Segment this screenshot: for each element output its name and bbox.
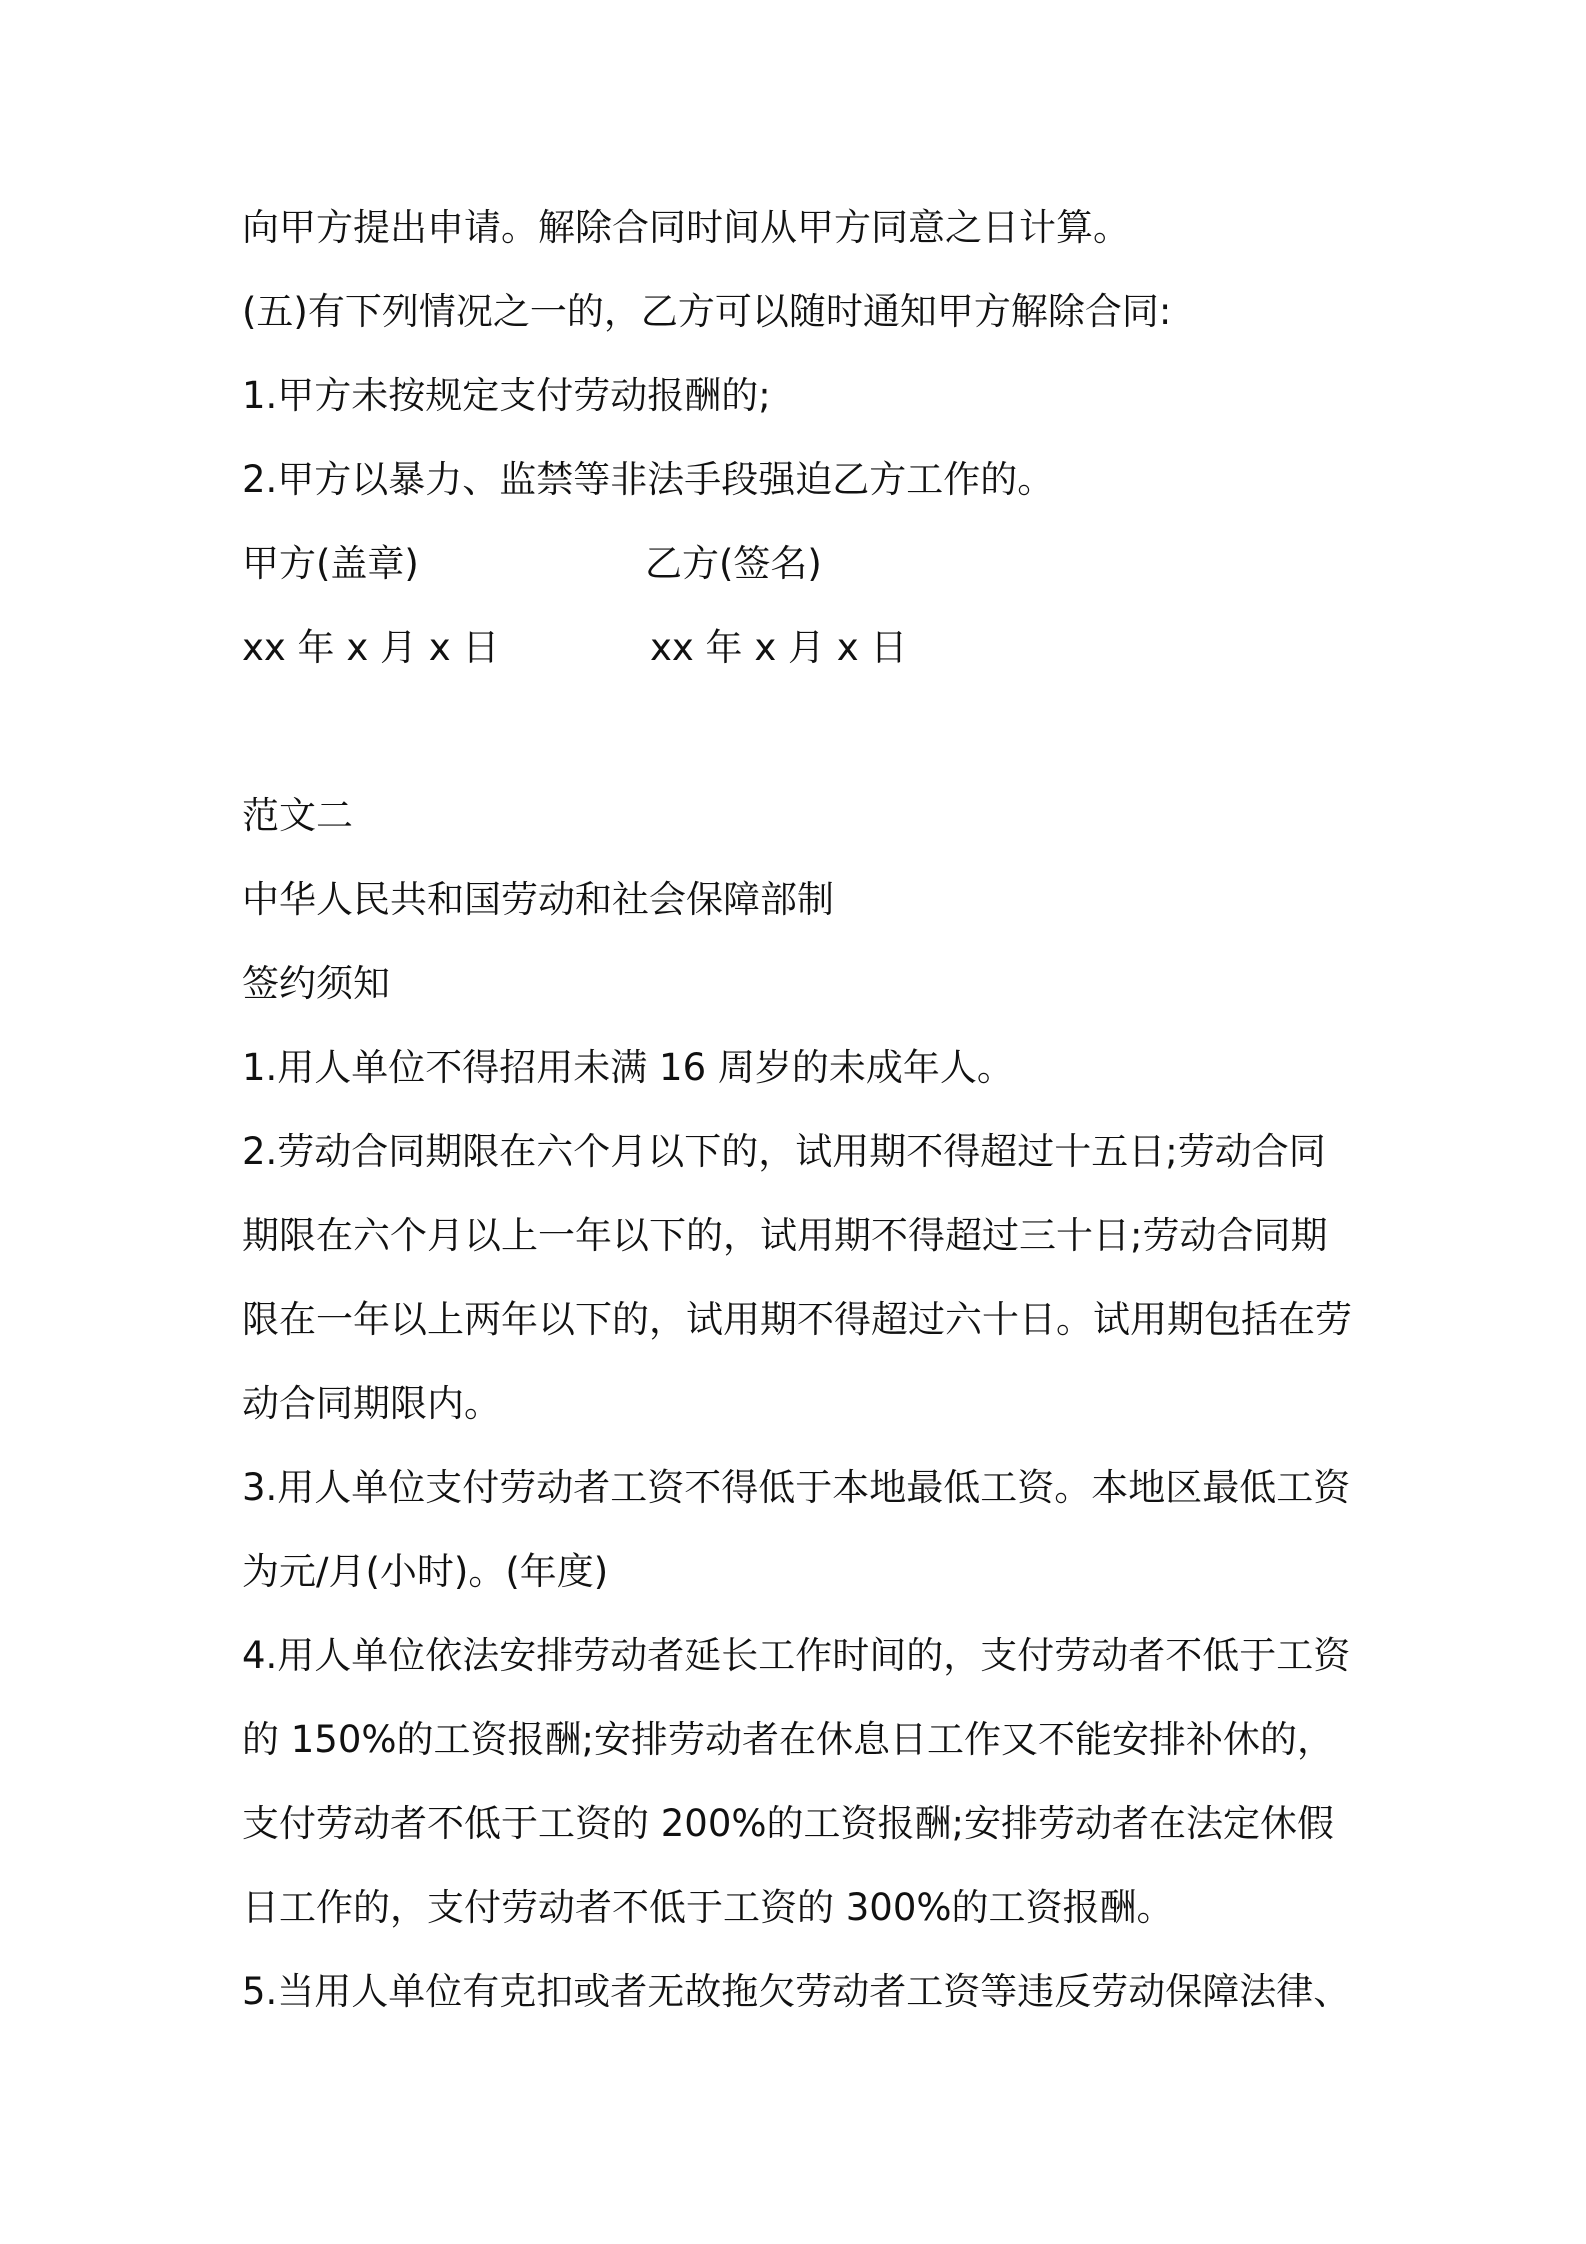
- party-a-label: 甲方(盖章): [242, 542, 419, 585]
- party-b-date: xx 年 x 月 x 日: [650, 626, 908, 669]
- text-line: 限在一年以上两年以下的，试用期不得超过六十日。试用期包括在劳: [242, 1298, 1352, 1341]
- ministry-line: 中华人民共和国劳动和社会保障部制: [242, 878, 834, 921]
- text-line: 2.甲方以暴力、监禁等非法手段强迫乙方工作的。: [242, 458, 1055, 501]
- text-line: 为元/月(小时)。(年度): [242, 1550, 609, 1593]
- notice-title: 签约须知: [242, 962, 390, 1005]
- text-line: 支付劳动者不低于工资的 200%的工资报酬;安排劳动者在法定休假: [242, 1802, 1335, 1845]
- text-line: 2.劳动合同期限在六个月以下的，试用期不得超过十五日;劳动合同: [242, 1130, 1326, 1173]
- text-line: (五)有下列情况之一的，乙方可以随时通知甲方解除合同:: [242, 290, 1172, 333]
- text-line: 动合同期限内。: [242, 1382, 501, 1425]
- text-line: 5.当用人单位有克扣或者无故拖欠劳动者工资等违反劳动保障法律、: [242, 1970, 1351, 2013]
- text-line: 1.甲方未按规定支付劳动报酬的;: [242, 374, 771, 417]
- section-heading: 范文二: [242, 794, 353, 837]
- text-line: 期限在六个月以上一年以下的，试用期不得超过三十日;劳动合同期: [242, 1214, 1328, 1257]
- text-line: 日工作的，支付劳动者不低于工资的 300%的工资报酬。: [242, 1886, 1174, 1929]
- text-line: 3.用人单位支付劳动者工资不得低于本地最低工资。本地区最低工资: [242, 1466, 1351, 1509]
- party-a-date: xx 年 x 月 x 日: [242, 626, 500, 669]
- party-b-label: 乙方(签名): [645, 542, 822, 585]
- text-line: 的 150%的工资报酬;安排劳动者在休息日工作又不能安排补休的，: [242, 1718, 1335, 1761]
- text-line: 向甲方提出申请。解除合同时间从甲方同意之日计算。: [242, 206, 1130, 249]
- text-line: 1.用人单位不得招用未满 16 周岁的未成年人。: [242, 1046, 1014, 1089]
- text-line: 4.用人单位依法安排劳动者延长工作时间的，支付劳动者不低于工资: [242, 1634, 1351, 1677]
